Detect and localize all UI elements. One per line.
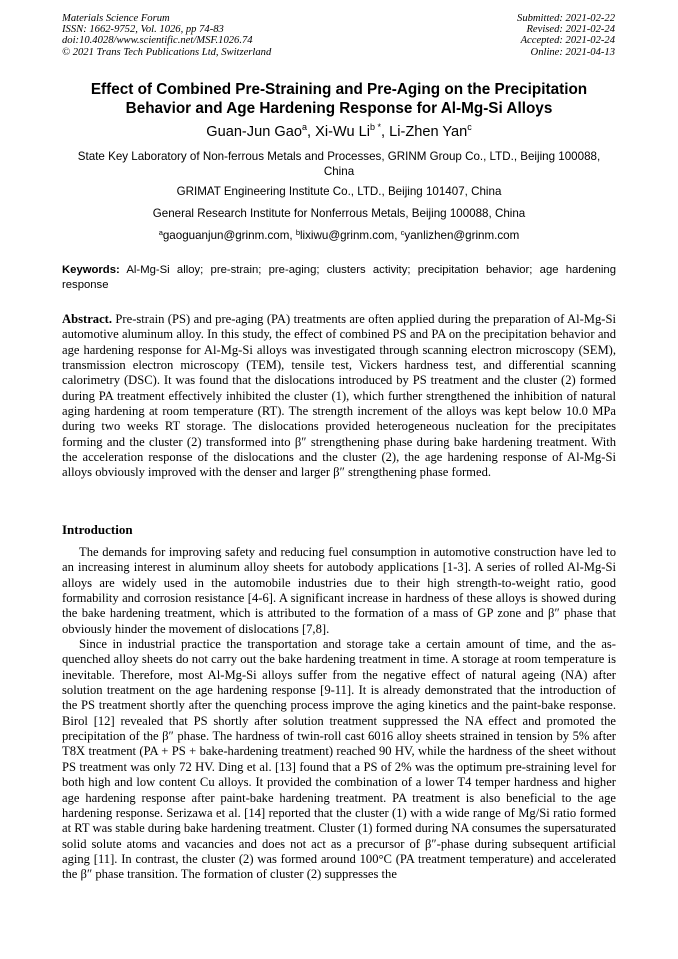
revised-date: Revised: 2021-02-24 [526,24,615,36]
abstract [62,312,616,481]
author-affiliation-mark: a [301,122,307,132]
paragraph: Since in industrial practice the transportation and storage take a certain amount of time, and the as-quenched alloy sheets do not carry out the bake hardening treatment in time. A storage at room temperature is inevitable. Therefore, most Al-Mg-Si alloys suffer from the negative effect of natural ageing (NA) after solution treatment on the age hardening response [9-11]. It is already demonstrated that the introduction of the PS treatment shortly after the quenching process improve the aging kinetics and the paint-bake response. Birol [12] revealed that PS shortly after solution treatment suppressed the NA effect and promoted the precipitation of the β″ phase. The hardness of twin-roll cast 6016 alloy sheets strained in tension by 5% after T8X treatment (PA + PS + bake-hardening treatment) reached 90 HV, while the hardness of the sheet without PS treatment was only 72 HV. Ding et al. [13] found that a PS of 2% was the optimum pre-straining level for both high and low content Cu alloys. It provided the combination of a lower T4 temper hardness and higher age hardening response after paint-bake hardening treatment. PA treatment is also beneficial to the age hardening response. Serizawa et al. [14] reported that the cluster (1) with a wide range of Mg/Si ratio formed at RT was stable during bake hardening treatment. Cluster (1) formed during NA consumes the supersaturated solid solute atoms and vacancies and does not act as a precursor of β″-phase during subsequent artificial aging [11]. In contrast, the cluster (2) was formed around 100°C (PA treatment temperature) and accelerated the β″ phase transition. The formation of cluster (2) suppresses the [62,637,616,882]
author-emails [70,228,608,243]
email-mark: b [295,228,300,237]
paragraph: The demands for improving safety and reducing fuel consumption in automotive construction have led to an increasing interest in aluminum alloy sheets for autobody applications [1-3]. A series of rolled Al-Mg-Si alloys are widely used in the automobile industries due to their high strength-to-weight ratio, good formability and corrosion resistance [4-6]. A significant increase in hardness of these alloys is showed during the bake hardening treatment, which is attributed to the formation of a mass of GP zone and β″ phase that obviously hinder the movement of dislocations [7,8]. [62,545,616,636]
email-separator: , [394,229,401,242]
keywords-text: Al-Mg-Si alloy; pre-strain; pre-aging; clusters activity; precipitation behavior; age hardening response [62,264,616,291]
abstract-text: Pre-strain (PS) and pre-aging (PA) treatments are often applied during the preparation of Al-Mg-Si automotive aluminum alloy. In this study, the effect of combined PS and PA on the precipitation behavior and age hardening response for Al-Mg-Si alloys was investigated through scanning electron microscopy (SEM), transmission electron microscopy (TEM), tensile test, Vickers hardness test, and differential scanning calorimetry (DSC). It was found that the dislocations introduced by PS treatment and the cluster (2) formed during PA treatment effectively inhibited the cluster (1), which further strengthened the inhibition of natural aging hardening at room temperature (RT). The strength increment of the alloys was kept below 10.0 MPa during two weeks RT storage. The dislocations provided heterogeneous nucleation for the precipitates forming and the cluster (2) transformed into β″ strengthening phase during bake hardening treatment. With the acceleration response of the dislocations and the cluster (2), the age hardening response of Al-Mg-Si alloys obviously improved with the denser and larger β″ strengthening phase formed. [62,312,616,480]
author-affiliation-mark: b * [369,122,381,132]
author-list [62,123,616,141]
paper-title: Effect of Combined Pre-Straining and Pre-Aging on the Precipitation Behavior and Age Hardening Response for Al-Mg-Si Alloys [90,81,588,117]
affiliation: General Research Institute for Nonferrous Metals, Beijing 100088, China [152,207,526,220]
affiliation: GRIMAT Engineering Institute Co., LTD., Beijing 101407, China [176,185,502,198]
online-date: Online: 2021-04-13 [530,46,615,58]
introduction-body [62,545,616,883]
accepted-date: Accepted: 2021-02-24 [520,35,615,47]
email-mark: c [400,228,405,237]
keywords [62,263,616,293]
author-separator: , [306,124,316,140]
introduction-heading: Introduction [62,522,133,537]
affiliation: State Key Laboratory of Non-ferrous Metals and Processes, GRINM Group Co., LTD., Beijing 100088, China [77,150,601,178]
email-separator: , [289,229,296,242]
author-separator: , [381,124,390,140]
journal-name: Materials Science Forum [62,13,170,24]
journal-info [62,13,271,58]
email-address: gaoguanjun@grinm.com [162,229,290,242]
publication-dates [517,13,615,58]
copyright: © 2021 Trans Tech Publications Ltd, Switzerland [62,46,272,58]
author-name: Li-Zhen Yan [389,124,468,140]
author-name: Xi-Wu Li [315,124,370,140]
submitted-date: Submitted: 2021-02-22 [517,13,615,24]
email-mark: a [158,228,163,237]
issn: ISSN: 1662-9752, Vol. 1026, pp 74-83 [62,24,224,36]
email-address: yanlizhen@grinm.com [404,229,520,242]
author-affiliation-mark: c [467,122,472,132]
abstract-label: Abstract. [62,312,113,326]
author-name: Guan-Jun Gao [206,124,302,140]
doi: doi:10.4028/www.scientific.net/MSF.1026.74 [62,35,253,47]
keywords-label: Keywords: [62,264,120,276]
email-address: lixiwu@grinm.com [299,229,395,242]
